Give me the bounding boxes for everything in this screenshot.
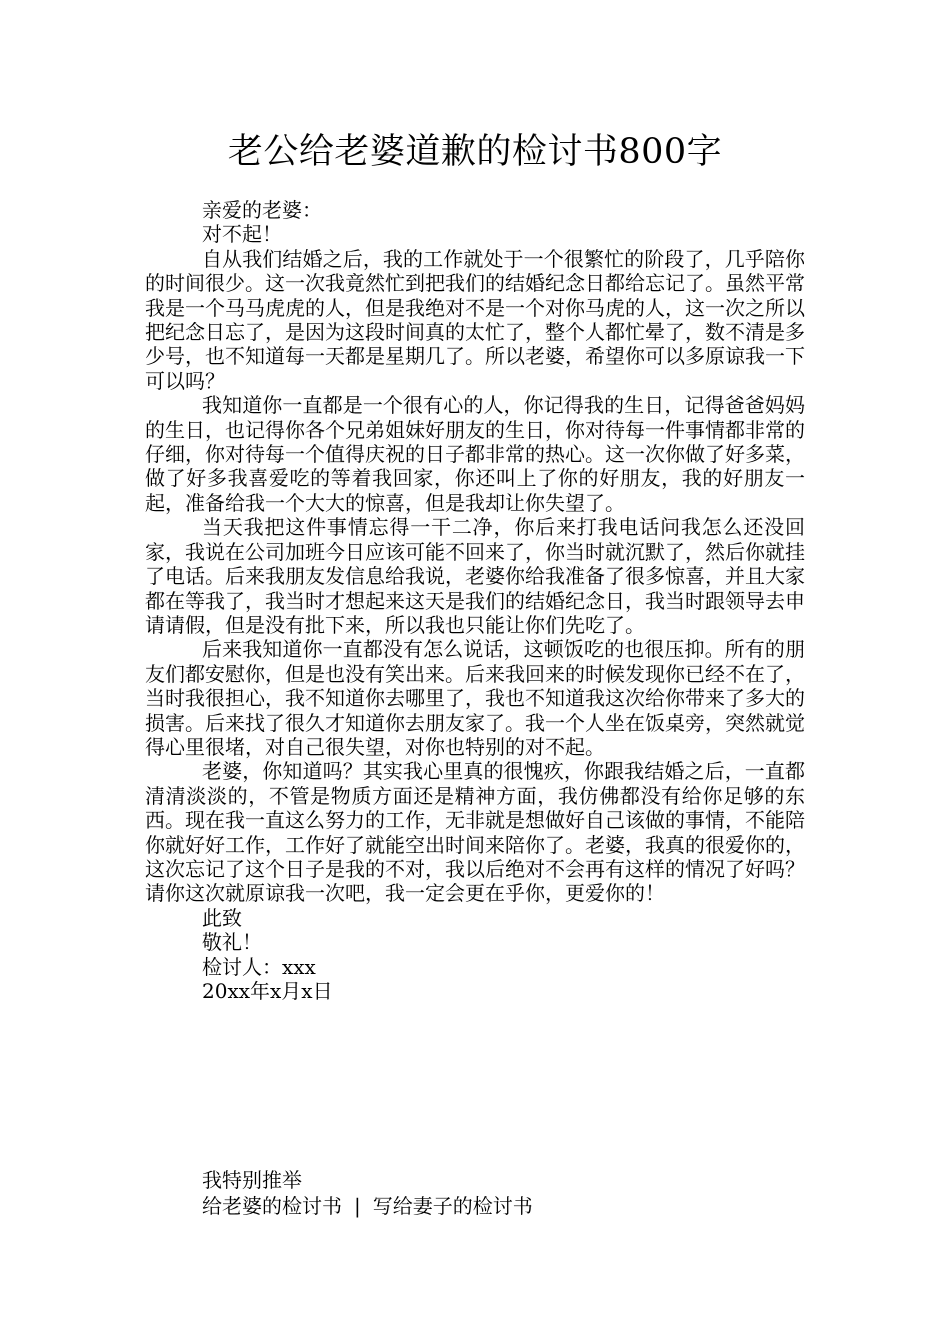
recommend-links (202, 1194, 533, 1218)
signer: 检讨人：xxx (202, 954, 316, 979)
document-title: 老公给老婆道歉的检讨书800字 (227, 132, 723, 172)
paragraph-4: 后来我知道你一直都没有怎么说话，这顿饭吃的也很压抑。所有的朋友们都安慰你，但是也没有笑出来。后来我回来的时候发现你已经不在了，当时我很担心，我不知道你去哪里了，我也不知道我这次给你带来了多大的损害。后来找了很久才知道你去朋友家了。我一个人坐在饭桌旁，突然就觉得心里很堵，对自己很失望，对你也特别的对不起。 (145, 637, 805, 759)
recommend-section (202, 1168, 533, 1219)
apology-line: 对不起！ (202, 222, 282, 247)
closing-line-2: 敬礼！ (202, 930, 262, 955)
paragraph-2: 我知道你一直都是一个很有心的人，你记得我的生日，记得爸爸妈妈的生日，也记得你各个兄弟姐妹好朋友的生日，你对待每一件事情都非常的仔细，你对待每一个值得庆祝的日子都非常的热心。这一次你做了好多菜，做了好多我喜爱吃的等着我回家，你还叫上了你的好朋友，我的好朋友一起，准备给我一个大大的惊喜，但是我却让你失望了。 (145, 393, 805, 515)
date: 20xx年x月x日 (202, 979, 333, 1003)
paragraph-3: 当天我把这件事情忘得一干二净，你后来打我电话问我怎么还没回家，我说在公司加班今日应该可能不回来了，你当时就沉默了，然后你就挂了电话。后来我朋友发信息给我说，老婆你给我准备了很多惊喜，并且大家都在等我了，我当时才想起来这天是我们的结婚纪念日，我当时跟领导去申请请假，但是没有批下来，所以我也只能让你们先吃了。 (145, 515, 805, 637)
link-separator: | (354, 1194, 361, 1219)
letter-body (145, 198, 805, 1003)
paragraph-1: 自从我们结婚之后，我的工作就处于一个很繁忙的阶段了，几乎陪你的时间很少。这一次我竟然忙到把我们的结婚纪念日都给忘记了。虽然平常我是一个马马虎虎的人，但是我绝对不是一个对你马虎的人，这一次之所以把纪念日忘了，是因为这段时间真的太忙了，整个人都忙晕了，数不清是多少号，也不知道每一天都是星期几了。所以老婆，希望你可以多原谅我一下可以吗？ (145, 246, 805, 393)
link-letter-to-spouse[interactable]: 写给妻子的检讨书 (372, 1194, 533, 1219)
closing-line-1: 此致 (202, 905, 242, 930)
greeting: 亲爱的老婆： (202, 198, 322, 222)
paragraph-5: 老婆，你知道吗？其实我心里真的很愧疚，你跟我结婚之后，一直都清清淡淡的，不管是物质方面还是精神方面，我仿佛都没有给你足够的东西。现在我一直这么努力的工作，无非就是想做好自己该做的事情，不能陪你就好好工作，工作好了就能空出时间来陪你了。老婆，我真的很爱你的，这次忘记了这个日子是我的不对，我以后绝对不会再有这样的情况了好吗？请你这次就原谅我一次吧，我一定会更在乎你，更爱你的！ (145, 759, 805, 906)
link-letter-to-wife[interactable]: 给老婆的检讨书 (202, 1194, 342, 1219)
recommend-heading: 我特别推举 (202, 1168, 302, 1192)
